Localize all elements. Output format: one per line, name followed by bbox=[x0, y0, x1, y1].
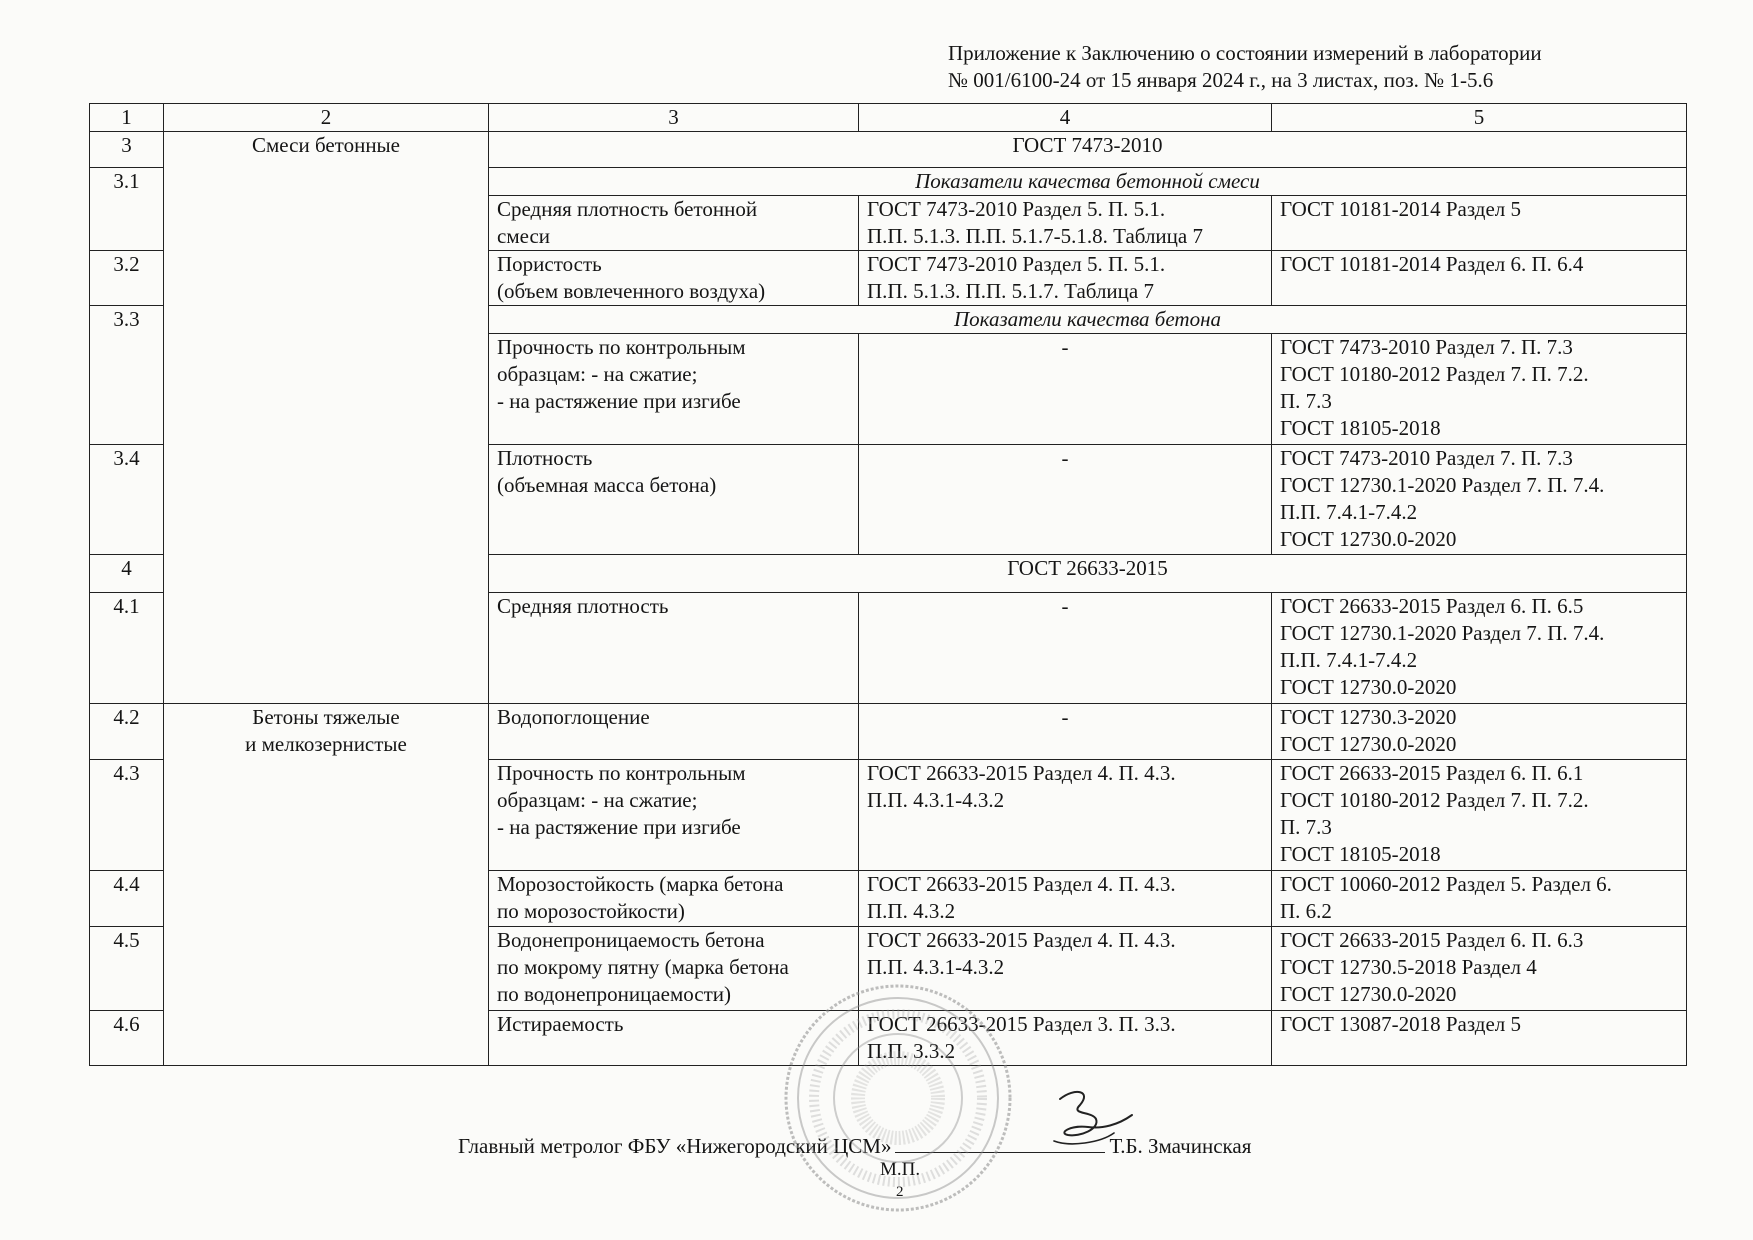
doc-line: ГОСТ 7473-2010 Раздел 5. П. 5.1. bbox=[867, 197, 1166, 221]
method-line: ГОСТ 18105-2018 bbox=[1280, 842, 1441, 866]
doc-line: П.П. 5.1.3. П.П. 5.1.7. Таблица 7 bbox=[867, 279, 1154, 303]
param-cell bbox=[489, 196, 859, 251]
param-line: по мокрому пятну (марка бетона bbox=[497, 955, 789, 979]
method-line: ГОСТ 12730.0-2020 bbox=[1280, 732, 1457, 756]
method-cell bbox=[1272, 334, 1687, 445]
method-cell bbox=[1272, 871, 1687, 927]
method-line: ГОСТ 26633-2015 Раздел 6. П. 6.5 bbox=[1280, 594, 1584, 618]
method-line: П. 7.3 bbox=[1280, 389, 1332, 413]
param-line: Плотность bbox=[497, 446, 593, 470]
method-line: ГОСТ 7473-2010 Раздел 7. П. 7.3 bbox=[1280, 446, 1573, 470]
param-line: образцам: - на сжатие; bbox=[497, 362, 698, 386]
col-header-4: 4 bbox=[859, 104, 1272, 132]
doc-line: - bbox=[1061, 446, 1069, 470]
method-cell bbox=[1272, 445, 1687, 555]
doc-cell bbox=[859, 196, 1272, 251]
doc-cell bbox=[859, 871, 1272, 927]
doc-line: П.П. 4.3.1-4.3.2 bbox=[867, 955, 1005, 979]
method-line: ГОСТ 7473-2010 Раздел 7. П. 7.3 bbox=[1280, 335, 1573, 359]
method-line: ГОСТ 10180-2012 Раздел 7. П. 7.2. bbox=[1280, 362, 1589, 386]
param-line: по водонепроницаемости) bbox=[497, 982, 732, 1006]
group-name-line: Бетоны тяжелые bbox=[252, 705, 400, 729]
group-name: Смеси бетонные bbox=[164, 132, 489, 704]
method-line: П.П. 7.4.1-7.4.2 bbox=[1280, 648, 1418, 672]
col-header-5: 5 bbox=[1272, 104, 1687, 132]
group-name bbox=[164, 704, 489, 1066]
method-cell bbox=[1272, 196, 1687, 251]
section-title: Показатели качества бетонной смеси bbox=[489, 168, 1687, 196]
section-title: Показатели качества бетона bbox=[489, 306, 1687, 334]
method-line: ГОСТ 26633-2015 Раздел 6. П. 6.1 bbox=[1280, 761, 1584, 785]
method-line: ГОСТ 10181-2014 Раздел 6. П. 6.4 bbox=[1280, 252, 1584, 276]
round-seal-icon bbox=[778, 978, 1018, 1218]
column-header-row bbox=[90, 104, 1687, 132]
row-number: 4.4 bbox=[90, 871, 164, 927]
method-line: ГОСТ 26633-2015 Раздел 6. П. 6.3 bbox=[1280, 928, 1584, 952]
param-cell bbox=[489, 704, 859, 760]
doc-cell bbox=[859, 760, 1272, 871]
param-cell bbox=[489, 593, 859, 704]
document-header bbox=[948, 40, 1542, 94]
method-line: ГОСТ 18105-2018 bbox=[1280, 416, 1441, 440]
doc-cell bbox=[859, 445, 1272, 555]
method-line: ГОСТ 10181-2014 Раздел 5 bbox=[1280, 197, 1522, 221]
row-number: 4.3 bbox=[90, 760, 164, 871]
doc-line: П.П. 4.3.1-4.3.2 bbox=[867, 788, 1005, 812]
group-number: 3 bbox=[90, 132, 164, 168]
signatory-name: Т.Б. Змачинская bbox=[1109, 1134, 1252, 1158]
row-number: 3.2 bbox=[90, 251, 164, 306]
param-line: Истираемость bbox=[497, 1012, 624, 1036]
method-line: ГОСТ 12730.1-2020 Раздел 7. П. 7.4. bbox=[1280, 473, 1605, 497]
stamp-place-label: М.П. bbox=[880, 1159, 921, 1180]
method-line: П. 6.2 bbox=[1280, 899, 1332, 923]
param-cell bbox=[489, 334, 859, 445]
row-number: 3.4 bbox=[90, 445, 164, 555]
header-line-2: № 001/6100-24 от 15 января 2024 г., на 3 листах, поз. № 1-5.6 bbox=[948, 68, 1494, 92]
accreditation-table bbox=[89, 103, 1687, 1066]
col-header-1: 1 bbox=[90, 104, 164, 132]
doc-cell bbox=[859, 334, 1272, 445]
param-cell bbox=[489, 445, 859, 555]
method-line: ГОСТ 12730.5-2018 Раздел 4 bbox=[1280, 955, 1537, 979]
header-line-1: Приложение к Заключению о состоянии измерений в лаборатории bbox=[948, 41, 1542, 65]
method-line: ГОСТ 10060-2012 Раздел 5. Раздел 6. bbox=[1280, 872, 1612, 896]
doc-line: - bbox=[1061, 594, 1069, 618]
param-line: Прочность по контрольным bbox=[497, 761, 746, 785]
param-cell bbox=[489, 760, 859, 871]
group-name-line: и мелкозернистые bbox=[245, 732, 407, 756]
param-cell bbox=[489, 251, 859, 306]
row-number: 4.5 bbox=[90, 927, 164, 1011]
row-number: 4.1 bbox=[90, 593, 164, 704]
group-number: 4 bbox=[90, 555, 164, 593]
table-row bbox=[90, 704, 1687, 760]
method-line: ГОСТ 12730.0-2020 bbox=[1280, 675, 1457, 699]
method-cell bbox=[1272, 1011, 1687, 1066]
doc-line: - bbox=[1061, 705, 1069, 729]
row-number: 3.3 bbox=[90, 306, 164, 445]
col-header-3: 3 bbox=[489, 104, 859, 132]
method-cell bbox=[1272, 927, 1687, 1011]
doc-line: ГОСТ 26633-2015 Раздел 4. П. 4.3. bbox=[867, 761, 1176, 785]
method-cell bbox=[1272, 760, 1687, 871]
signatory-position: Главный метролог ФБУ «Нижегородский ЦСМ» bbox=[458, 1134, 892, 1158]
method-line: ГОСТ 12730.1-2020 Раздел 7. П. 7.4. bbox=[1280, 621, 1605, 645]
param-line: Водопоглощение bbox=[497, 705, 650, 729]
group-row-3 bbox=[90, 132, 1687, 168]
method-cell bbox=[1272, 251, 1687, 306]
param-line: - на растяжение при изгибе bbox=[497, 389, 741, 413]
row-number: 4.6 bbox=[90, 1011, 164, 1066]
param-line: (объемная масса бетона) bbox=[497, 473, 717, 497]
method-cell bbox=[1272, 704, 1687, 760]
param-line: Средняя плотность бетонной bbox=[497, 197, 758, 221]
param-line: Средняя плотность bbox=[497, 594, 669, 618]
doc-line: ГОСТ 26633-2015 Раздел 4. П. 4.3. bbox=[867, 872, 1176, 896]
param-line: смеси bbox=[497, 224, 551, 248]
doc-cell bbox=[859, 593, 1272, 704]
row-number: 4.2 bbox=[90, 704, 164, 760]
doc-line: ГОСТ 26633-2015 Раздел 4. П. 4.3. bbox=[867, 928, 1176, 952]
col-header-2: 2 bbox=[164, 104, 489, 132]
method-line: ГОСТ 12730.0-2020 bbox=[1280, 982, 1457, 1006]
doc-cell bbox=[859, 251, 1272, 306]
param-line: по морозостойкости) bbox=[497, 899, 685, 923]
method-line: ГОСТ 12730.3-2020 bbox=[1280, 705, 1457, 729]
doc-line: ГОСТ 26633-2015 Раздел 3. П. 3.3. bbox=[867, 1012, 1176, 1036]
param-cell bbox=[489, 871, 859, 927]
doc-line: П.П. 3.3.2 bbox=[867, 1039, 956, 1063]
row-number: 3.1 bbox=[90, 168, 164, 251]
param-line: - на растяжение при изгибе bbox=[497, 815, 741, 839]
method-line: П. 7.3 bbox=[1280, 815, 1332, 839]
param-line: Водонепроницаемость бетона bbox=[497, 928, 765, 952]
doc-line: П.П. 5.1.3. П.П. 5.1.7-5.1.8. Таблица 7 bbox=[867, 224, 1203, 248]
doc-cell bbox=[859, 704, 1272, 760]
group-gost: ГОСТ 7473-2010 bbox=[489, 132, 1687, 168]
method-cell bbox=[1272, 593, 1687, 704]
doc-line: - bbox=[1061, 335, 1069, 359]
param-line: (объем вовлеченного воздуха) bbox=[497, 279, 766, 303]
method-line: П.П. 7.4.1-7.4.2 bbox=[1280, 500, 1418, 524]
param-line: Пористость bbox=[497, 252, 602, 276]
method-line: ГОСТ 12730.0-2020 bbox=[1280, 527, 1457, 551]
param-line: Прочность по контрольным bbox=[497, 335, 746, 359]
method-line: ГОСТ 10180-2012 Раздел 7. П. 7.2. bbox=[1280, 788, 1589, 812]
param-line: Морозостойкость (марка бетона bbox=[497, 872, 784, 896]
doc-line: П.П. 4.3.2 bbox=[867, 899, 956, 923]
doc-line: ГОСТ 7473-2010 Раздел 5. П. 5.1. bbox=[867, 252, 1166, 276]
method-line: ГОСТ 13087-2018 Раздел 5 bbox=[1280, 1012, 1522, 1036]
handwritten-signature-icon bbox=[1040, 1085, 1140, 1155]
param-line: образцам: - на сжатие; bbox=[497, 788, 698, 812]
group-gost: ГОСТ 26633-2015 bbox=[489, 555, 1687, 593]
page-number: 2 bbox=[896, 1184, 904, 1200]
